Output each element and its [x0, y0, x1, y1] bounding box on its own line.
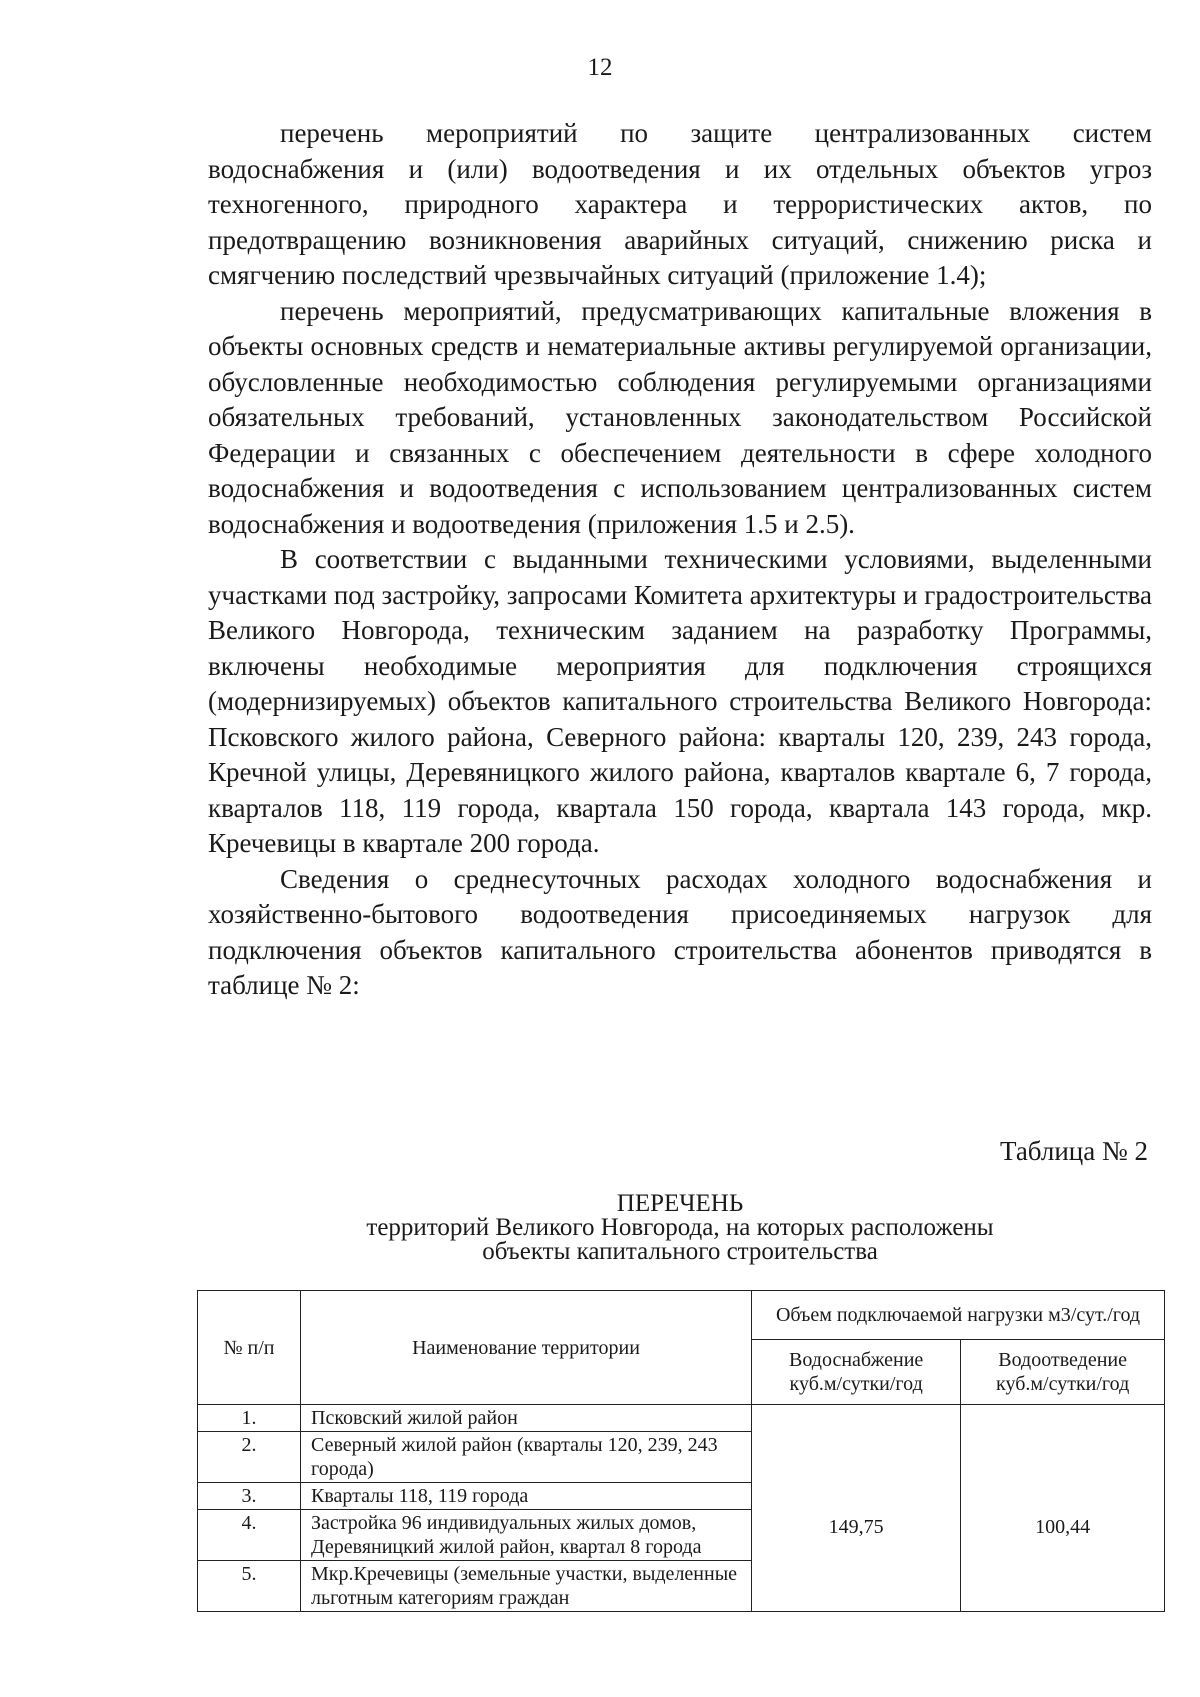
- header-volume: Объем подключаемой нагрузки м3/сут./год: [752, 1291, 1165, 1340]
- row-num: 1.: [198, 1405, 301, 1432]
- table-title: [300, 1192, 1060, 1264]
- row-name: Кварталы 118, 119 города: [301, 1483, 752, 1510]
- header-name: Наименование территории: [301, 1291, 752, 1405]
- header-water: Водоснабжение куб.м/сутки/год: [752, 1340, 961, 1405]
- paragraph-2: перечень мероприятий, предусматривающих капитальные вложения в объекты основных средств и нематериальные активы регулируемой организации, обусловленные необходимостью соблюдения регулируемыми организациями обязательных требований, установленных законодательством Российской Федерации и связанных с обеспечением деятельности в сфере холодного водоснабжения и водоотведения с использованием централизованных систем водоснабжения и водоотведения (приложения 1.5 и 2.5).: [208, 295, 1152, 539]
- row-num: 4.: [198, 1510, 301, 1561]
- row-name: Псковский жилой район: [301, 1405, 752, 1432]
- table-label: Таблица № 2: [1000, 1136, 1148, 1166]
- paragraph-4: Сведения о среднесуточных расходах холодного водоснабжения и хозяйственно-бытового водоотведения присоединяемых нагрузок для подключения объектов капитального строительства абонентов приводятся в таблице № 2:: [208, 863, 1152, 1000]
- row-num: 3.: [198, 1483, 301, 1510]
- body-text: [208, 116, 1152, 1004]
- row-name: Застройка 96 индивидуальных жилых домов, Деревяницкий жилой район, квартал 8 города: [301, 1510, 752, 1561]
- page-number: 12: [587, 54, 613, 81]
- paragraph-3: В соответствии с выданными техническими условиями, выделенными участками под застройку, запросами Комитета архитектуры и градостроительства Великого Новгорода, техническим заданием на разработку Программы, включены необходимые мероприятия для подключения строящихся (модернизируемых) объектов капитального строительства Великого Новгорода: Псковского жилого района, Северного района: кварталы 120, 239, 243 города, Кречной улицы, Деревяницкого жилого района, кварталов квартале 6, 7 города, кварталов 118, 119 города, квартала 150 города, квартала 143 города, мкр. Кречевицы в квартале 200 города.: [208, 544, 1152, 858]
- table-header-row: [198, 1291, 1165, 1340]
- row-num: 5.: [198, 1561, 301, 1612]
- row-name: Северный жилой район (кварталы 120, 239, 243 города): [301, 1432, 752, 1483]
- paragraph-1: перечень мероприятий по защите централизованных систем водоснабжения и (или) водоотведения и их отдельных объектов угроз техногенного, природного характера и террористических актов, по предотвращению возникновения аварийных ситуаций, снижению риска и смягчению последствий чрезвычайных ситуаций (приложение 1.4);: [208, 118, 1152, 290]
- header-sewer: Водоотведение куб.м/сутки/год: [961, 1340, 1165, 1405]
- row-num: 2.: [198, 1432, 301, 1483]
- sewer-total-value: 100,44: [961, 1405, 1165, 1612]
- table-title-line2: территорий Великого Новгорода, на которых расположены: [366, 1214, 994, 1241]
- table-row: [198, 1405, 1165, 1432]
- territories-table: [197, 1290, 1165, 1612]
- row-name: Мкр.Кречевицы (земельные участки, выделенные льготным категориям граждан: [301, 1561, 752, 1612]
- water-total-value: 149,75: [752, 1405, 961, 1612]
- header-num: № п/п: [198, 1291, 301, 1405]
- table-title-heading: ПЕРЕЧЕНЬ: [616, 1190, 744, 1217]
- table-title-line3: объекты капитального строительства: [482, 1238, 878, 1265]
